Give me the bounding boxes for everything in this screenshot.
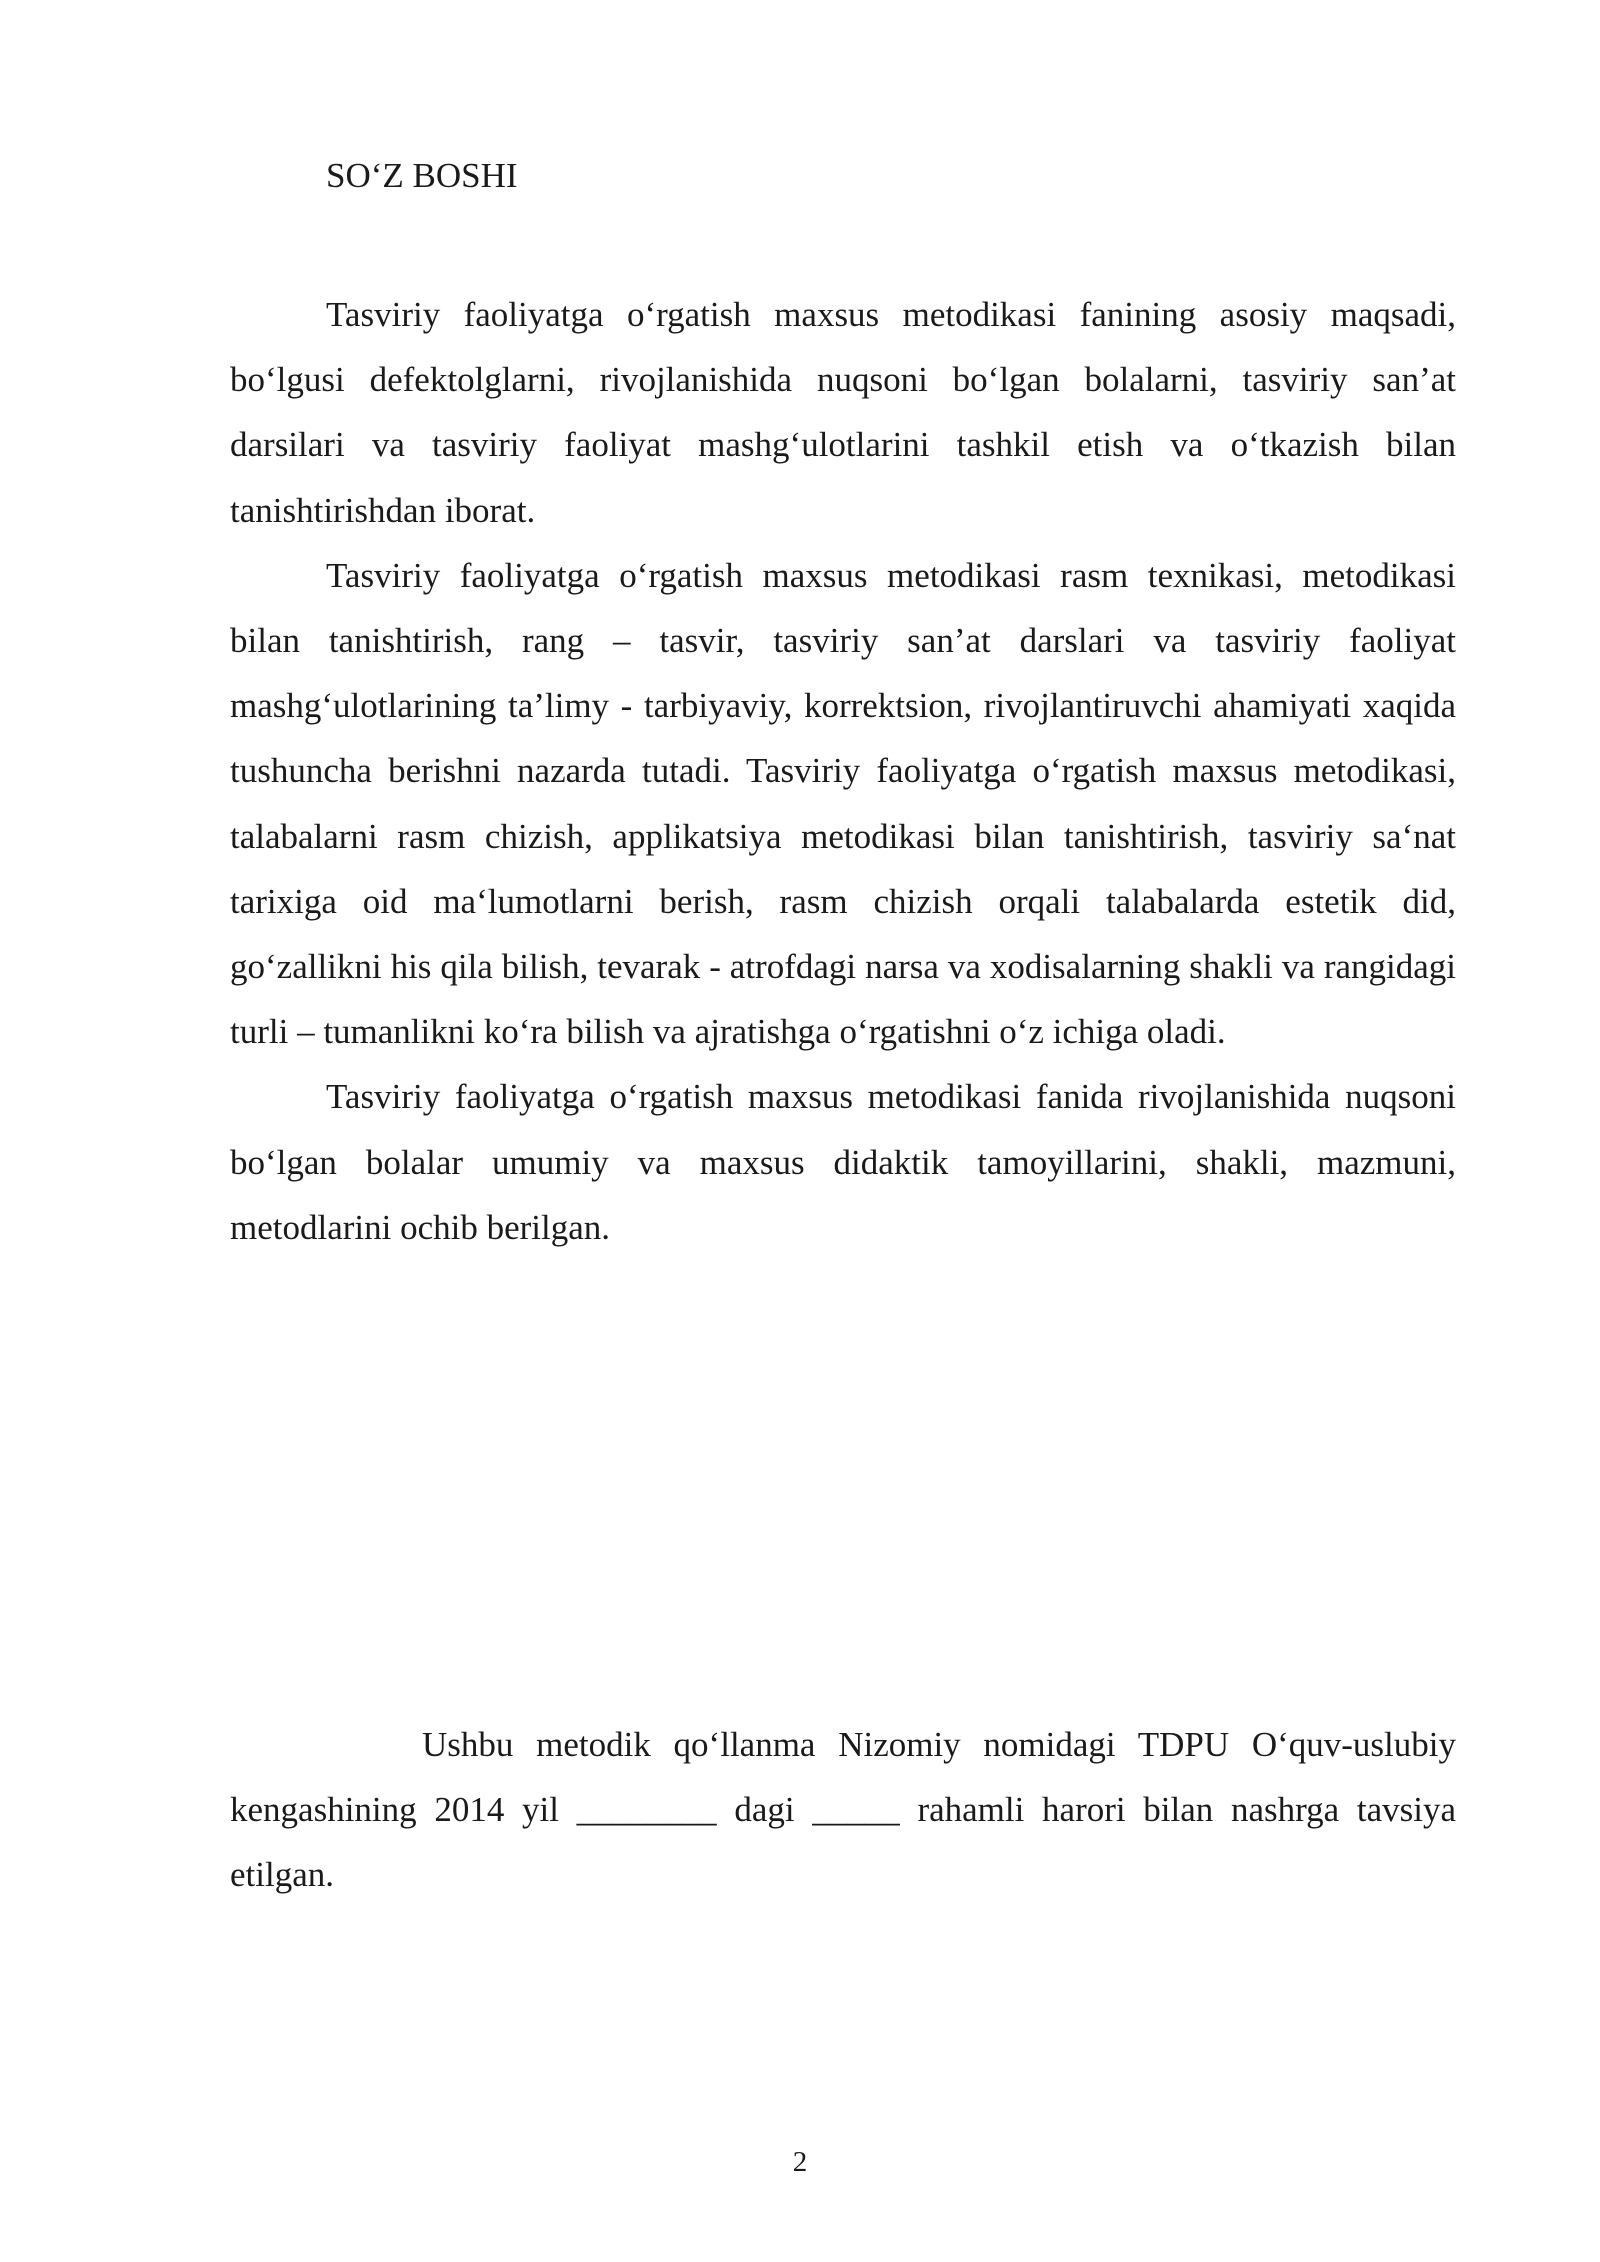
approval-note [230, 1712, 1456, 1908]
body-text [230, 282, 1456, 1260]
page-number: 2 [792, 2146, 808, 2178]
paragraph: Tasviriy faoliyatga o‘rgatish maxsus metodikasi fanida rivojlanishida nuqsoni bo‘lgan bolalar umumiy va maxsus didaktik tamoyillarini, shakli, mazmuni, metodlarini ochib berilgan. [230, 1077, 1456, 1247]
approval-paragraph: Ushbu metodik qo‘llanma Nizomiy nomidagi TDPU O‘quv-uslubiy kengashining 2014 yil ________ dagi _____ rahamli harori bilan nashrga tavsiya etilgan. [230, 1725, 1456, 1895]
section-heading: SO‘Z BOSHI [326, 156, 518, 195]
paragraph: Tasviriy faoliyatga o‘rgatish maxsus metodikasi rasm texnikasi, metodikasi bilan tanishtirish, rang – tasvir, tasviriy san’at darslari va tasviriy faoliyat mashg‘ulotlarining ta’limy - tarbiyaviy, korrektsion, rivojlantiruvchi ahamiyati xaqida tushuncha berishni nazarda tutadi. Tasviriy faoliyatga o‘rgatish maxsus metodikasi, talabalarni rasm chizish, applikatsiya metodikasi bilan tanishtirish, tasviriy sa‘nat tarixiga oid ma‘lumotlarni berish, rasm chizish orqali talabalarda estetik did, go‘zallikni his qila bilish, tevarak - atrofdagi narsa va xodisalarning shakli va rangidagi turli – tumanlikni ko‘ra bilish va ajratishga o‘rgatishni o‘z ichiga oladi. [230, 555, 1456, 1052]
paragraph: Tasviriy faoliyatga o‘rgatish maxsus metodikasi fanining asosiy maqsadi, bo‘lgusi defektolglarni, rivojlanishida nuqsoni bo‘lgan bolalarni, tasviriy san’at darsilari va tasviriy faoliyat mashg‘ulotlarini tashkil etish va o‘tkazish bilan tanishtirishdan iborat. [230, 295, 1456, 530]
